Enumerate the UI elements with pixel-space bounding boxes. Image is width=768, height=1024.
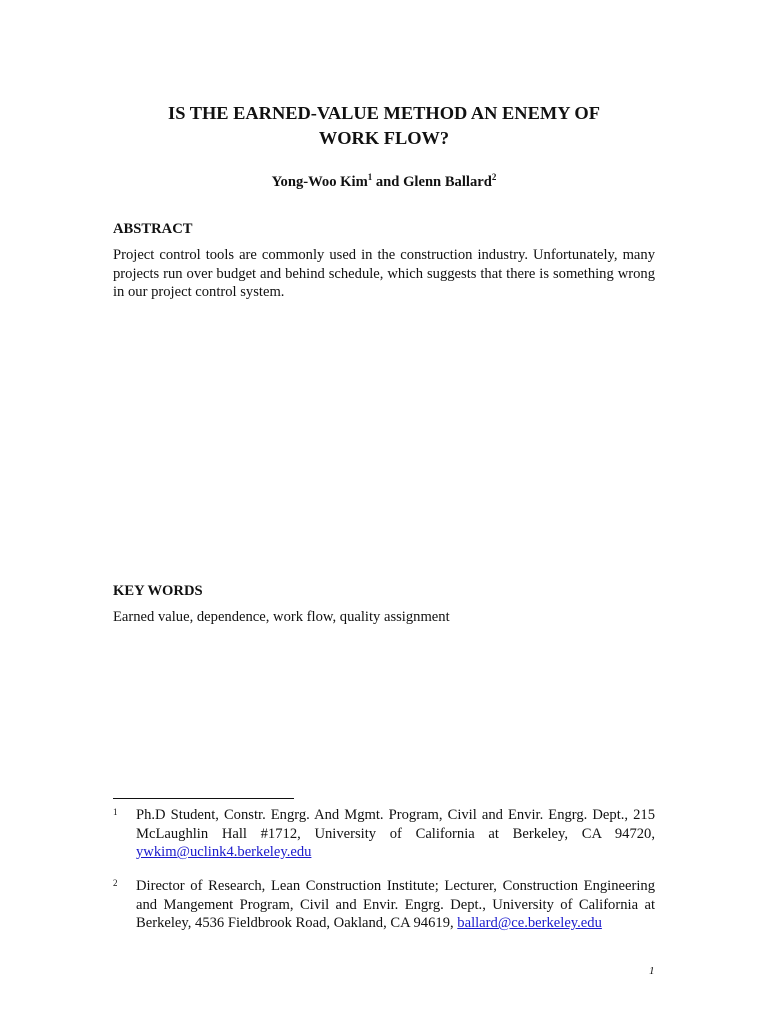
footnote-2-text: Director of Research, Lean Construction Institute; Lecturer, Construction Engineering and Mangement Program, Civil and Envir. Engrg. Dept., University of California at Berkeley, 4536 Fieldbrook Road, Oakland, CA 94619, (136, 878, 655, 931)
title-line-1: IS THE EARNED-VALUE METHOD AN ENEMY OF (168, 103, 600, 123)
author-name-2: Glenn Ballard (403, 174, 492, 190)
abstract-paragraph-1: Project control tools are commonly used in the construction industry. Unfortunately, many projects run over budget and behind schedule, which suggests that there is something wrong in our project control system. (113, 247, 655, 300)
keywords-heading: KEY WORDS (113, 583, 203, 599)
author-joiner: and (372, 174, 404, 190)
paper-title (113, 101, 655, 151)
footnote-1-text: Ph.D Student, Constr. Engrg. And Mgmt. Program, Civil and Envir. Engrg. Dept., 215 McLaughlin Hall #1712, University of California at Berkeley, CA 94720, (136, 807, 655, 842)
footnote-2-mark: 2 (113, 878, 118, 888)
footnote-separator (113, 798, 294, 799)
author-line (113, 173, 655, 192)
author-footnote-mark-1: 1 (367, 172, 373, 182)
footnote-1-email-link[interactable]: ywkim@uclink4.berkeley.edu (136, 844, 312, 860)
author-footnote-mark-2: 2 (491, 172, 497, 182)
abstract-heading: ABSTRACT (113, 221, 193, 237)
keywords-text: Earned value, dependence, work flow, quality assignment (113, 609, 450, 625)
footnote-2 (113, 877, 655, 933)
footnote-1 (113, 806, 655, 862)
author-name-1: Yong-Woo Kim (271, 174, 368, 190)
title-line-2: WORK FLOW? (318, 128, 450, 148)
footnote-1-mark: 1 (113, 807, 118, 817)
footnote-2-email-link[interactable]: ballard@ce.berkeley.edu (457, 915, 602, 931)
page-number: 1 (649, 965, 655, 977)
